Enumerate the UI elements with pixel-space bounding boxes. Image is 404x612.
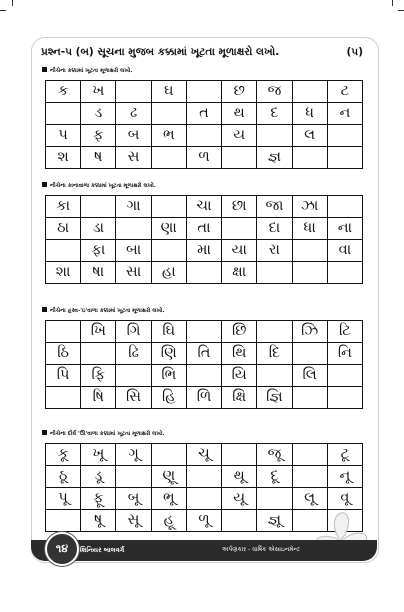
blank-letter-cell[interactable] bbox=[151, 147, 186, 169]
letter-cell: ઢ bbox=[116, 103, 151, 125]
instruction-text: નીચેના કાનાવાળા કક્કામાં ખૂટતા મૂળાક્ષરો લખો. bbox=[50, 183, 156, 189]
blank-letter-cell[interactable] bbox=[186, 262, 221, 284]
blank-letter-cell[interactable] bbox=[327, 365, 362, 387]
blank-letter-cell[interactable] bbox=[81, 196, 116, 218]
letter-cell: જ bbox=[257, 81, 292, 103]
blank-letter-cell[interactable] bbox=[81, 343, 116, 365]
blank-letter-cell[interactable] bbox=[257, 262, 292, 284]
blank-letter-cell[interactable] bbox=[186, 466, 221, 488]
blank-letter-cell[interactable] bbox=[292, 262, 327, 284]
letter-cell: ભ bbox=[151, 125, 186, 147]
letter-cell: ધા bbox=[292, 218, 327, 240]
letter-cell: યિ bbox=[222, 365, 257, 387]
letter-cell: યૂ bbox=[222, 488, 257, 510]
letter-cell: ગા bbox=[116, 196, 151, 218]
letter-cell: સા bbox=[116, 262, 151, 284]
letter-cell: ળૂ bbox=[186, 510, 221, 532]
blank-letter-cell[interactable] bbox=[292, 466, 327, 488]
letter-cell: ઘ bbox=[151, 81, 186, 103]
letter-cell: લિ bbox=[292, 365, 327, 387]
letter-cell: ય bbox=[222, 125, 257, 147]
blank-letter-cell[interactable] bbox=[327, 262, 362, 284]
letter-cell: તા bbox=[186, 218, 221, 240]
letter-cell: ટ bbox=[327, 81, 362, 103]
question-marks: (૫) bbox=[346, 46, 363, 58]
letter-cell: ધ bbox=[292, 103, 327, 125]
grid-row bbox=[46, 81, 363, 103]
letter-cell: ષૂ bbox=[81, 510, 116, 532]
letter-cell: ખિ bbox=[81, 321, 116, 343]
letter-cell: થૂ bbox=[222, 466, 257, 488]
letter-cell: લૂ bbox=[292, 488, 327, 510]
blank-letter-cell[interactable] bbox=[116, 466, 151, 488]
letter-cell: ક bbox=[46, 81, 81, 103]
grid-row bbox=[46, 466, 363, 488]
letter-cell: ણૂ bbox=[151, 466, 186, 488]
letter-cell: ણિ bbox=[151, 343, 186, 365]
grid-row bbox=[46, 387, 363, 409]
letter-cell: ચૂ bbox=[186, 444, 221, 466]
instruction-text: નીચેના હ્રસ્વ-'ઇ'વાળા કક્કામાં ખૂટતા મૂળાક્ષરો લખો. bbox=[50, 308, 165, 314]
letter-cell: વા bbox=[327, 240, 362, 262]
blank-letter-cell[interactable] bbox=[292, 81, 327, 103]
grid-row bbox=[46, 343, 363, 365]
letter-cell: મા bbox=[186, 240, 221, 262]
letter-cell: દ bbox=[257, 103, 292, 125]
blank-letter-cell[interactable] bbox=[292, 444, 327, 466]
letter-cell: નિ bbox=[327, 343, 362, 365]
letter-cell: ખ bbox=[81, 81, 116, 103]
letter-cell: ટિ bbox=[327, 321, 362, 343]
letter-cell: પૂ bbox=[46, 488, 81, 510]
letter-cell: ફ bbox=[81, 125, 116, 147]
letter-cell: હિ bbox=[151, 387, 186, 409]
letter-cell: ફા bbox=[81, 240, 116, 262]
letter-cell: યા bbox=[222, 240, 257, 262]
blank-letter-cell[interactable] bbox=[257, 488, 292, 510]
blank-letter-cell[interactable] bbox=[257, 365, 292, 387]
letter-cell: બા bbox=[116, 240, 151, 262]
blank-letter-cell[interactable] bbox=[116, 218, 151, 240]
letter-cell: ત bbox=[186, 103, 221, 125]
letter-cell: છા bbox=[222, 196, 257, 218]
letter-cell: કૂ bbox=[46, 444, 81, 466]
letter-cell: ડા bbox=[81, 218, 116, 240]
letter-cell: શ bbox=[46, 147, 81, 169]
blank-letter-cell[interactable] bbox=[151, 196, 186, 218]
instruction-text: નીચેના દીર્ઘ 'ઊ'વાળા કક્કામાં ખૂટતા મૂળાક્ષરો લખો. bbox=[50, 431, 165, 437]
blank-letter-cell[interactable] bbox=[222, 444, 257, 466]
letter-cell: ઘિ bbox=[151, 321, 186, 343]
letter-cell: દિ bbox=[257, 343, 292, 365]
letter-cell: બૂ bbox=[116, 488, 151, 510]
letter-cell: ણા bbox=[151, 218, 186, 240]
letter-cell: ઠિ bbox=[46, 343, 81, 365]
grid-row bbox=[46, 218, 363, 240]
letter-cell: છ bbox=[222, 81, 257, 103]
blank-letter-cell[interactable] bbox=[257, 125, 292, 147]
blank-letter-cell[interactable] bbox=[186, 365, 221, 387]
blank-letter-cell[interactable] bbox=[151, 444, 186, 466]
letter-cell: ષ bbox=[81, 147, 116, 169]
letter-cell: પિ bbox=[46, 365, 81, 387]
letter-cell: ડૂ bbox=[81, 466, 116, 488]
letter-cell: ઝિ bbox=[292, 321, 327, 343]
letter-cell: જા bbox=[257, 196, 292, 218]
letter-cell: શા bbox=[46, 262, 81, 284]
page-number-badge: ૧૪ bbox=[45, 532, 79, 566]
letter-cell: ષા bbox=[81, 262, 116, 284]
bullet-square-icon bbox=[42, 67, 47, 72]
letter-cell: ઠૂ bbox=[46, 466, 81, 488]
letter-cell: ળિ bbox=[186, 387, 221, 409]
letter-cell: ઝા bbox=[292, 196, 327, 218]
series-name: શિનિયર બાલવર્ગ bbox=[80, 546, 125, 554]
grid-row bbox=[46, 196, 363, 218]
grid-row bbox=[46, 240, 363, 262]
blank-letter-cell[interactable] bbox=[46, 387, 81, 409]
letter-cell: જૂ bbox=[257, 444, 292, 466]
letter-cell: ટૂ bbox=[327, 444, 362, 466]
letter-cell: ક્ષા bbox=[222, 262, 257, 284]
letter-cell: થિ bbox=[222, 343, 257, 365]
letter-cell: ખૂ bbox=[81, 444, 116, 466]
blank-letter-cell[interactable] bbox=[186, 488, 221, 510]
grid-row bbox=[46, 262, 363, 284]
letter-cell: ષિ bbox=[81, 387, 116, 409]
blank-letter-cell[interactable] bbox=[327, 387, 362, 409]
section-2-instruction bbox=[42, 181, 372, 192]
letter-cell: જ્ઞૂ bbox=[257, 510, 292, 532]
blank-letter-cell[interactable] bbox=[151, 103, 186, 125]
blank-letter-cell[interactable] bbox=[292, 343, 327, 365]
section-3-grid bbox=[45, 320, 363, 409]
letter-cell: દા bbox=[257, 218, 292, 240]
letter-cell: સૂ bbox=[116, 510, 151, 532]
section-4-instruction bbox=[42, 429, 372, 440]
blank-letter-cell[interactable] bbox=[186, 81, 221, 103]
letter-cell: લ bbox=[292, 125, 327, 147]
blank-letter-cell[interactable] bbox=[222, 147, 257, 169]
blank-letter-cell[interactable] bbox=[116, 365, 151, 387]
blank-letter-cell[interactable] bbox=[46, 240, 81, 262]
blank-letter-cell[interactable] bbox=[327, 125, 362, 147]
letter-cell: ભૂ bbox=[151, 488, 186, 510]
letter-cell: ચા bbox=[186, 196, 221, 218]
question-title bbox=[41, 46, 371, 59]
blank-letter-cell[interactable] bbox=[116, 81, 151, 103]
letter-cell: ઠા bbox=[46, 218, 81, 240]
blank-letter-cell[interactable] bbox=[186, 125, 221, 147]
section-1-instruction bbox=[42, 66, 372, 77]
instruction-text: નીચેના કક્કામાં ખૂટતા મૂળાક્ષરો લખો. bbox=[50, 68, 133, 74]
grid-row bbox=[46, 321, 363, 343]
letter-cell: ળ bbox=[186, 147, 221, 169]
question-title-text: પ્રશ્ન-૫ (બ) સૂચના મુજબ કક્કામાં ખૂટતા મૂળાક્ષરો લખો. bbox=[41, 46, 280, 58]
blank-letter-cell[interactable] bbox=[292, 240, 327, 262]
blank-letter-cell[interactable] bbox=[292, 387, 327, 409]
blank-letter-cell[interactable] bbox=[222, 218, 257, 240]
crop-mark bbox=[12, 0, 13, 6]
letter-cell: ગૂ bbox=[116, 444, 151, 466]
letter-cell: હા bbox=[151, 262, 186, 284]
blank-letter-cell[interactable] bbox=[46, 103, 81, 125]
letter-cell: રા bbox=[257, 240, 292, 262]
letter-cell: પ bbox=[46, 125, 81, 147]
grid-row bbox=[46, 365, 363, 387]
grid-row bbox=[46, 125, 363, 147]
letter-cell: ફૂ bbox=[81, 488, 116, 510]
section-3-instruction bbox=[42, 306, 372, 317]
letter-cell: સ bbox=[116, 147, 151, 169]
blank-letter-cell[interactable] bbox=[46, 321, 81, 343]
letter-cell: નૂ bbox=[327, 466, 362, 488]
blank-letter-cell[interactable] bbox=[186, 321, 221, 343]
letter-cell: વૂ bbox=[327, 488, 362, 510]
letter-cell: ના bbox=[327, 218, 362, 240]
letter-cell: તિ bbox=[186, 343, 221, 365]
letter-cell: જ્ઞ bbox=[257, 147, 292, 169]
bullet-square-icon bbox=[42, 182, 47, 187]
bullet-square-icon bbox=[42, 307, 47, 312]
section-1-grid bbox=[45, 80, 363, 169]
grid-row bbox=[46, 103, 363, 125]
letter-cell: ન bbox=[327, 103, 362, 125]
letter-cell: હૂ bbox=[151, 510, 186, 532]
letter-cell: છિ bbox=[222, 321, 257, 343]
blank-letter-cell[interactable] bbox=[327, 196, 362, 218]
letter-cell: ઢિ bbox=[116, 343, 151, 365]
grid-row bbox=[46, 147, 363, 169]
bullet-square-icon bbox=[42, 430, 47, 435]
letter-cell: ફિ bbox=[81, 365, 116, 387]
letter-cell: બ bbox=[116, 125, 151, 147]
crop-mark bbox=[392, 0, 393, 6]
letter-cell: સિ bbox=[116, 387, 151, 409]
blank-letter-cell[interactable] bbox=[292, 147, 327, 169]
crop-mark bbox=[0, 10, 6, 11]
letter-cell: જ્ઞિ bbox=[257, 387, 292, 409]
letter-cell: ગિ bbox=[116, 321, 151, 343]
blank-letter-cell[interactable] bbox=[257, 321, 292, 343]
letter-cell: ક્ષિ bbox=[222, 387, 257, 409]
letter-cell: થ bbox=[222, 103, 257, 125]
blank-letter-cell[interactable] bbox=[46, 510, 81, 532]
letter-cell: ભિ bbox=[151, 365, 186, 387]
crop-mark bbox=[398, 10, 404, 11]
blank-letter-cell[interactable] bbox=[151, 240, 186, 262]
section-2-grid bbox=[45, 195, 363, 284]
blank-letter-cell[interactable] bbox=[327, 147, 362, 169]
blank-letter-cell[interactable] bbox=[222, 510, 257, 532]
letter-cell: ડ bbox=[81, 103, 116, 125]
letter-cell: દૂ bbox=[257, 466, 292, 488]
publisher-name: અર્પણકાર - વાર્ષિક એસાઇનમેન્ટ bbox=[222, 546, 301, 553]
grid-row bbox=[46, 444, 363, 466]
letter-cell: કા bbox=[46, 196, 81, 218]
